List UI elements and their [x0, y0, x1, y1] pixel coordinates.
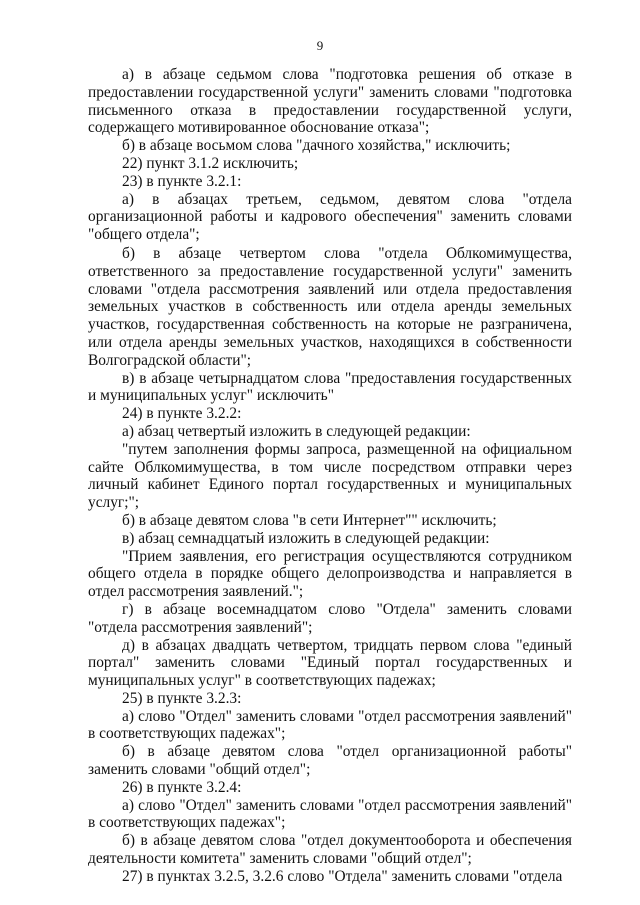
paragraph: "Прием заявления, его регистрация осуществляются сотрудником общего отдела в порядке общего делопроизводства и направляется в отдел рассмотрения заявлений."; — [88, 547, 572, 601]
paragraph: 22) пункт 3.1.2 исключить; — [122, 154, 299, 172]
paragraph: г) в абзаце восемнадцатом слово "Отдела" заменить словами "отдела рассмотрения заявлений"; — [88, 600, 572, 636]
paragraph: а) абзац четвертый изложить в следующей редакции: — [122, 422, 471, 440]
paragraph: а) слово "Отдел" заменить словами "отдел рассмотрения заявлений" в соответствующих падежах"; — [88, 707, 572, 743]
paragraph: 25) в пункте 3.2.3: — [122, 689, 242, 707]
paragraph: б) в абзаце девятом слова "в сети Интернет"" исключить; — [122, 511, 497, 529]
paragraph: 27) в пунктах 3.2.5, 3.2.6 слово "Отдела" заменить словами "отдела — [122, 867, 563, 885]
page-number: 9 — [316, 38, 324, 53]
paragraph: в) абзац семнадцатый изложить в следующей редакции: — [122, 529, 490, 547]
paragraph: 23) в пункте 3.2.1: — [122, 172, 242, 190]
paragraph: д) в абзацах двадцать четвертом, тридцать первом слова "единый портал" заменить словами "Единый портал государственных и муниципальных услуг" в соответствующих падежах; — [88, 636, 572, 690]
paragraph: 24) в пункте 3.2.2: — [122, 405, 242, 423]
paragraph: "путем заполнения формы запроса, размещенной на официальном сайте Облкомимущества, в том числе посредством отправки через личный кабинет Единого портал государственных и муниципальных услуг;"; — [88, 440, 572, 512]
paragraph: а) слово "Отдел" заменить словами "отдел рассмотрения заявлений" в соответствующих падежах"; — [88, 796, 572, 832]
paragraph: б) в абзаце четвертом слова "отдела Облкомимущества, ответственного за предоставление государственной услуги" заменить словами "отдела рассмотрения заявлений или отдела предоставления земельных участков в собственность или отдела аренды земельных участков, государственная собственность на которые не разграничена, или отдела аренды земельных участков, находящихся в собственности Волгоградской области"; — [88, 244, 572, 369]
paragraph: а) в абзаце седьмом слова "подготовка решения об отказе в предоставлении государственной услуги" заменить словами "подготовка письменного отказа в предоставлении государственной услуги, содержащего мотивированное обоснование отказа"; — [88, 66, 572, 137]
paragraph: б) в абзаце восьмом слова "дачного хозяйства," исключить; — [122, 137, 511, 155]
paragraph: а) в абзацах третьем, седьмом, девятом слова "отдела организационной работы и кадрового обеспечения" заменить словами "общего отдела"; — [88, 190, 572, 244]
paragraph: 26) в пункте 3.2.4: — [122, 778, 242, 796]
paragraph: в) в абзаце четырнадцатом слова "предоставления государственных и муниципальных услуг" исключить" — [88, 369, 572, 405]
paragraph: б) в абзаце девятом слова "отдел организационной работы" заменить словами "общий отдел"; — [88, 743, 572, 779]
document-body — [88, 66, 572, 886]
paragraph: б) в абзаце девятом слова "отдел документооборота и обеспечения деятельности комитета" заменить словами "общий отдел"; — [88, 832, 572, 868]
